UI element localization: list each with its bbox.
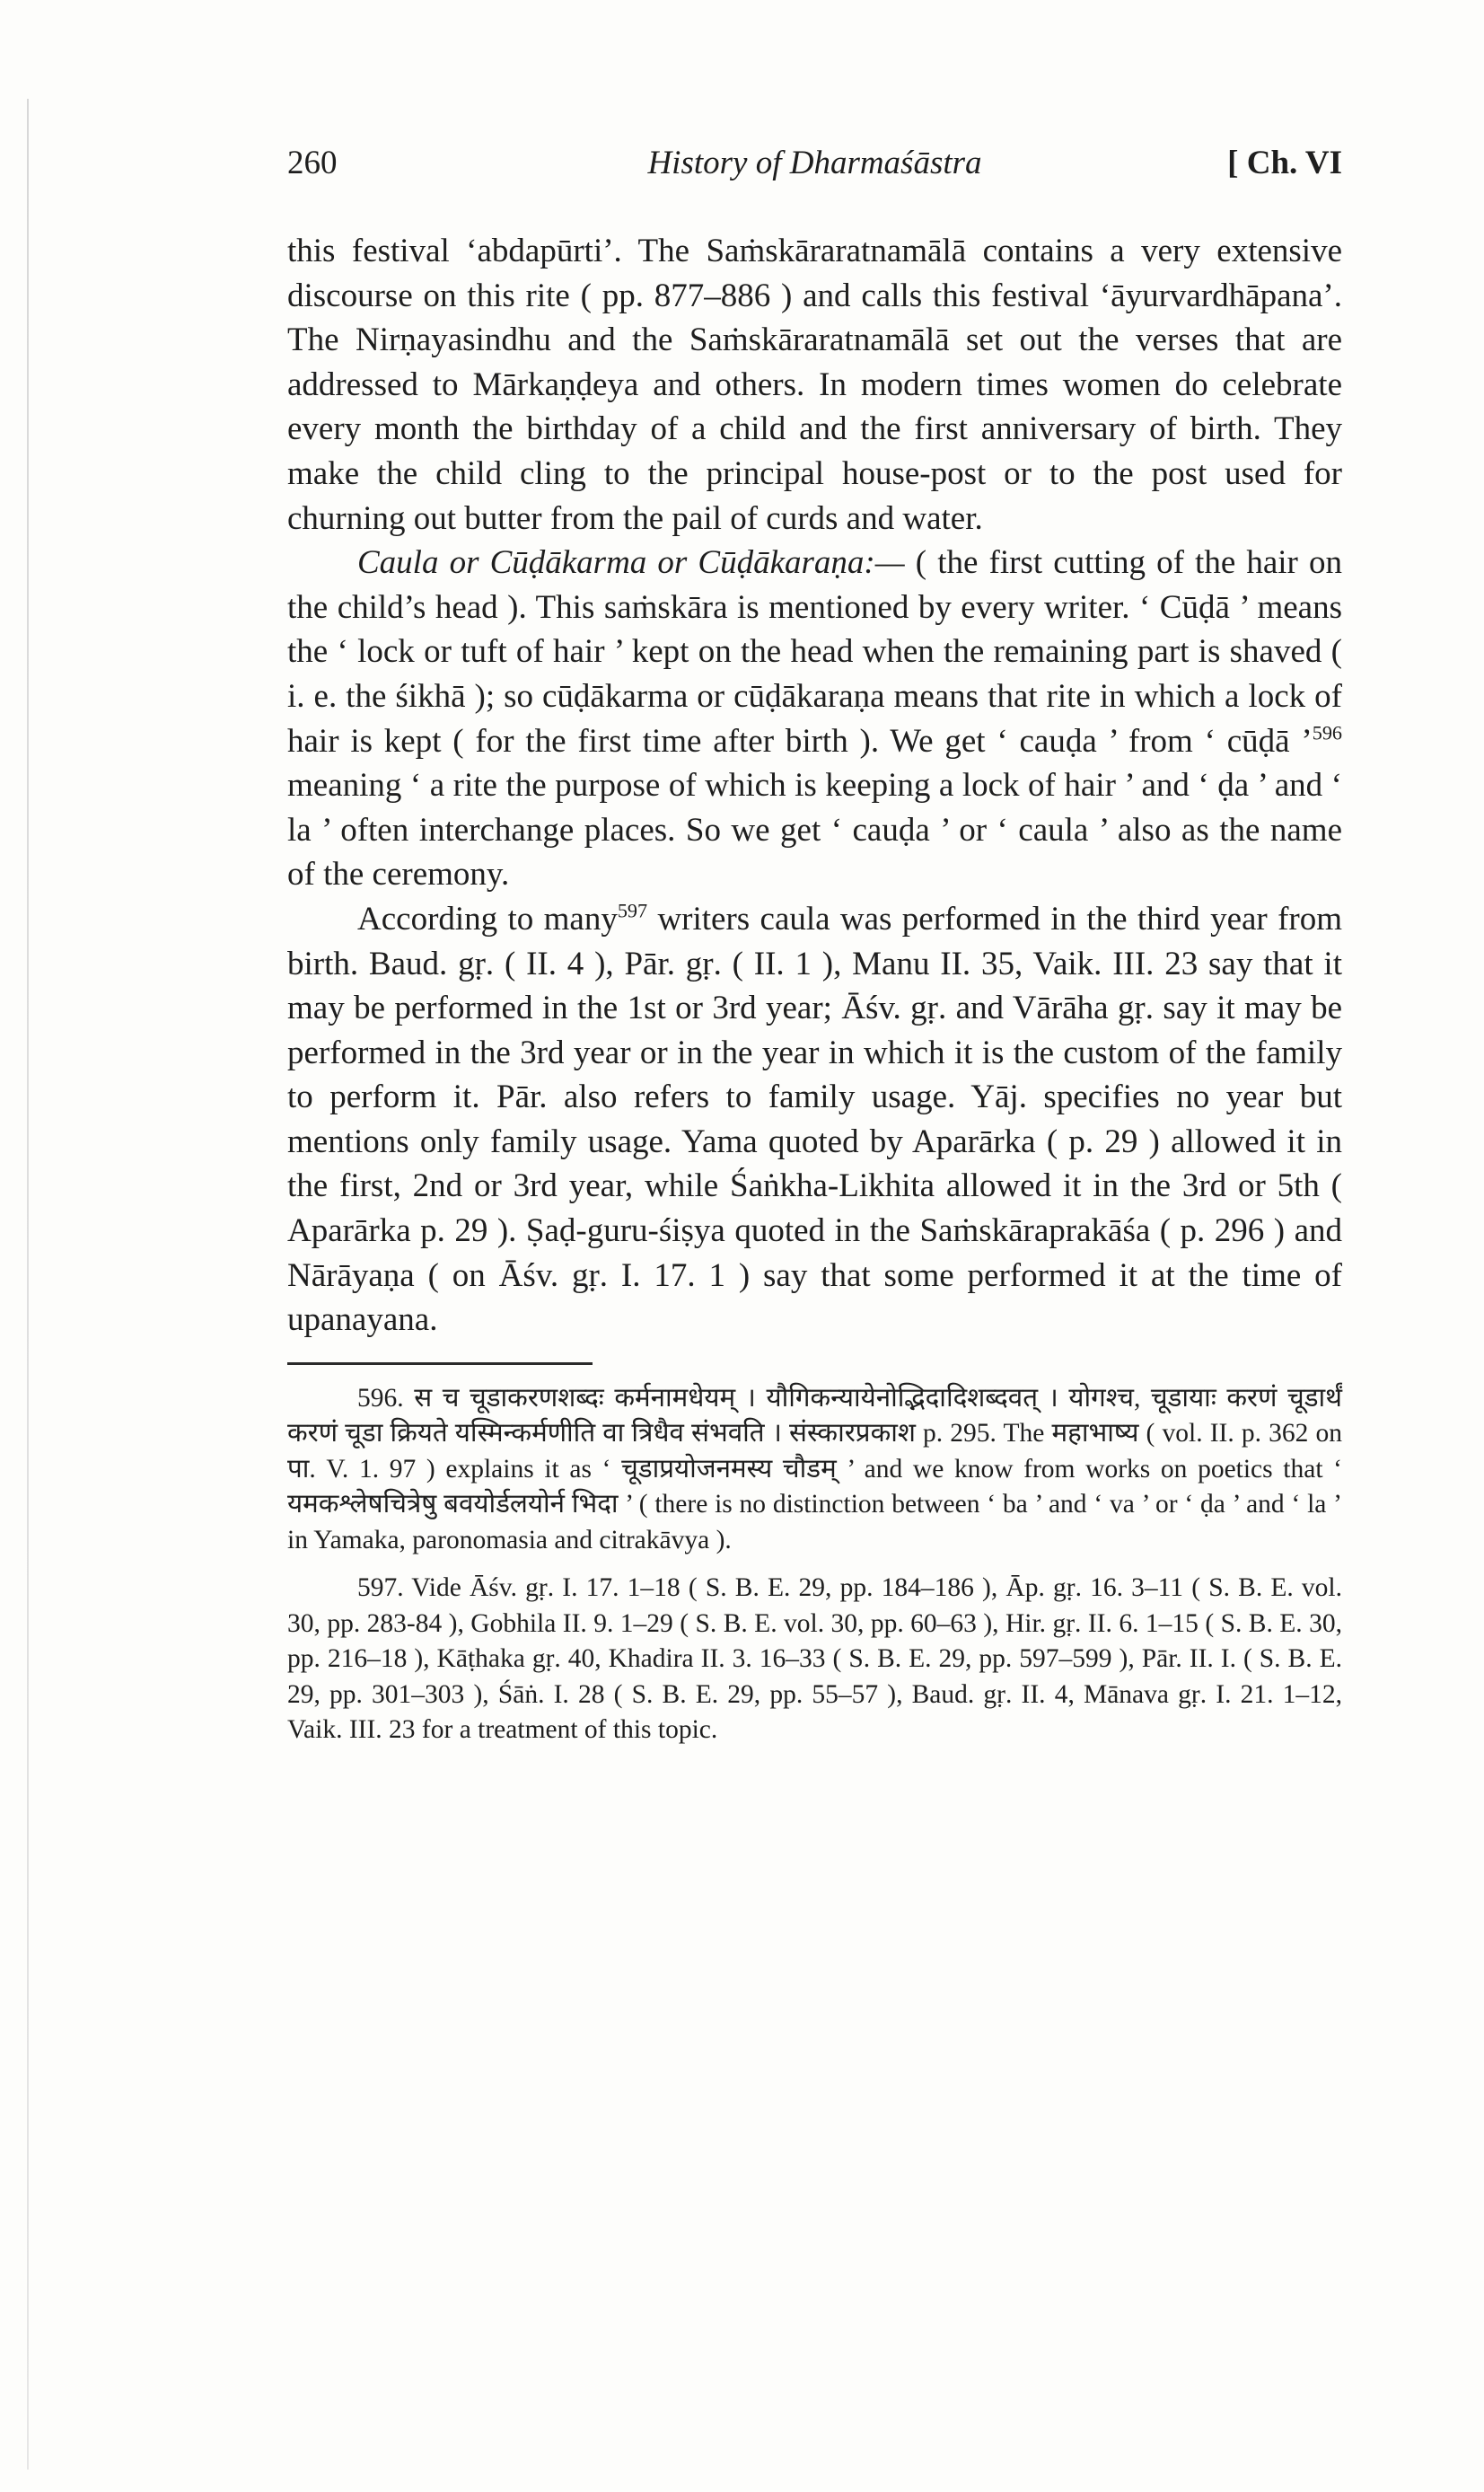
paragraph-text: this festival ‘abdapūrti’. The Saṁskāraratnamālā contains a very extensive discourse on this rite ( pp. 877–886 ) and calls this festival ‘āyurvardhāpana’. The Nirṇayasindhu and the Saṁskāraratnamālā set out the verses that are addressed to Mārkaṇḍeya and others. In modern times women do celebrate every month the birthday of a child and the first anniversary of birth. They make the child cling to the principal house-post or to the post used for churning out butter from the pail of curds and water. [287,233,1342,537]
footnote-ref[interactable]: 597 [617,899,648,922]
paragraph [287,541,1342,897]
paragraph-text: According to many [357,900,618,938]
paragraph [287,897,1342,1343]
footnote: 597. Vide Āśv. gṛ. I. 17. 1–18 ( S. B. E. 29, pp. 184–186 ), Āp. gṛ. 16. 3–11 ( S. B. E. vol. 30, pp. 283-84 ), Gobhila II. 9. 1–29 ( S. B. E. vol. 30, pp. 60–63 ), Hir. gṛ. II. 6. 1–15 ( S. B. E. 30, pp. 216–18 ), Kāṭhaka gṛ. 40, Khadira II. 3. 16–33 ( S. B. E. 29, pp. 597–599 ), Pār. II. I. ( S. B. E. 29, pp. 301–303 ), Śāṅ. I. 28 ( S. B. E. 29, pp. 55–57 ), Baud. gṛ. II. 4, Mānava gṛ. I. 21. 1–12, Vaik. III. 23 for a treatment of this topic. [287,1573,1342,1745]
paragraph-text-cont: writers caula was performed in the third year from birth. Baud. gṛ. ( II. 4 ), Pār. gṛ. ( II. 1 ), Manu II. 35, Vaik. III. 23 say that it may be performed in the 1st or 3rd year; Āśv. gṛ. and Vārāha gṛ. say it may be performed in the 3rd year or in the year in which it is the custom of the family to perform it. Pār. also refers to family usage. Yāj. specifies no year but mentions only family usage. Yama quoted by Aparārka ( p. 29 ) allowed it in the first, 2nd or 3rd year, while Śaṅkha-Likhita allowed it in the 3rd or 5th ( Aparārka p. 29 ). Ṣaḍ-guru-śiṣya quoted in the Saṁskāraprakāśa ( p. 296 ) and Nārāyaṇa ( on Āśv. gṛ. I. 17. 1 ) say that some performed it at the time of upanayana. [287,900,1342,1339]
running-title: History of Dharmaśāstra [647,145,982,181]
footnote-ref[interactable]: 596 [1312,721,1342,744]
paragraph-lead: Caula or Cūḍākarma or Cūḍākaraṇa:— [357,544,905,582]
scan-margin-line [27,99,29,2470]
footnotes [287,1381,1342,1748]
paragraph-text-cont: meaning ‘ a rite the purpose of which is keeping a lock of hair ’ and ‘ ḍa ’ and ‘ la ’ often interchange places. So we get ‘ cauḍa ’ or ‘ caula ’ also as the name of the ceremony. [287,767,1342,894]
chapter-label: [ Ch. VI [1227,145,1342,181]
footnote: 596. स च चूडाकरणशब्दः कर्मनामधेयम् । यौगिकन्यायेनोद्भिदादिशब्दवत् । योगश्च, चूडायाः करणं चूडार्थं करणं चूडा क्रियते यस्मिन्कर्मणीति वा त्रिधैव संभवति । संस्कारप्रकाश p. 295. The महाभाष्य ( vol. II. p. 362 on पा. V. 1. 97 ) explains it as ‘ चूडाप्रयोजनमस्य चौडम् ’ and we know from works on poetics that ‘ यमकश्लेषचित्रेषु बवयोर्डलयोर्न भिदा ’ ( there is no distinction between ‘ ba ’ and ‘ va ’ or ‘ ḍa ’ and ‘ la ’ in Yamaka, paronomasia and citrakāvya ). [287,1383,1342,1554]
paragraph-text: ( the first cutting of the hair on the child’s head ). This saṁskāra is mentioned by every writer. ‘ Cūḍā ’ means the ‘ lock or tuft of hair ’ kept on the head when the remaining part is shaved ( i. e. the śikhā ); so cūḍākarma or cūḍākaraṇa means that rite in which a lock of hair is kept ( for the first time after birth ). We get ‘ cauḍa ’ from ‘ cūḍā ’ [287,544,1342,760]
book-page [287,144,1342,1748]
page-number: 260 [287,145,338,181]
footnote-divider [287,1362,593,1365]
paragraph [287,229,1342,541]
main-text [287,229,1342,1343]
page-header [287,144,1342,198]
